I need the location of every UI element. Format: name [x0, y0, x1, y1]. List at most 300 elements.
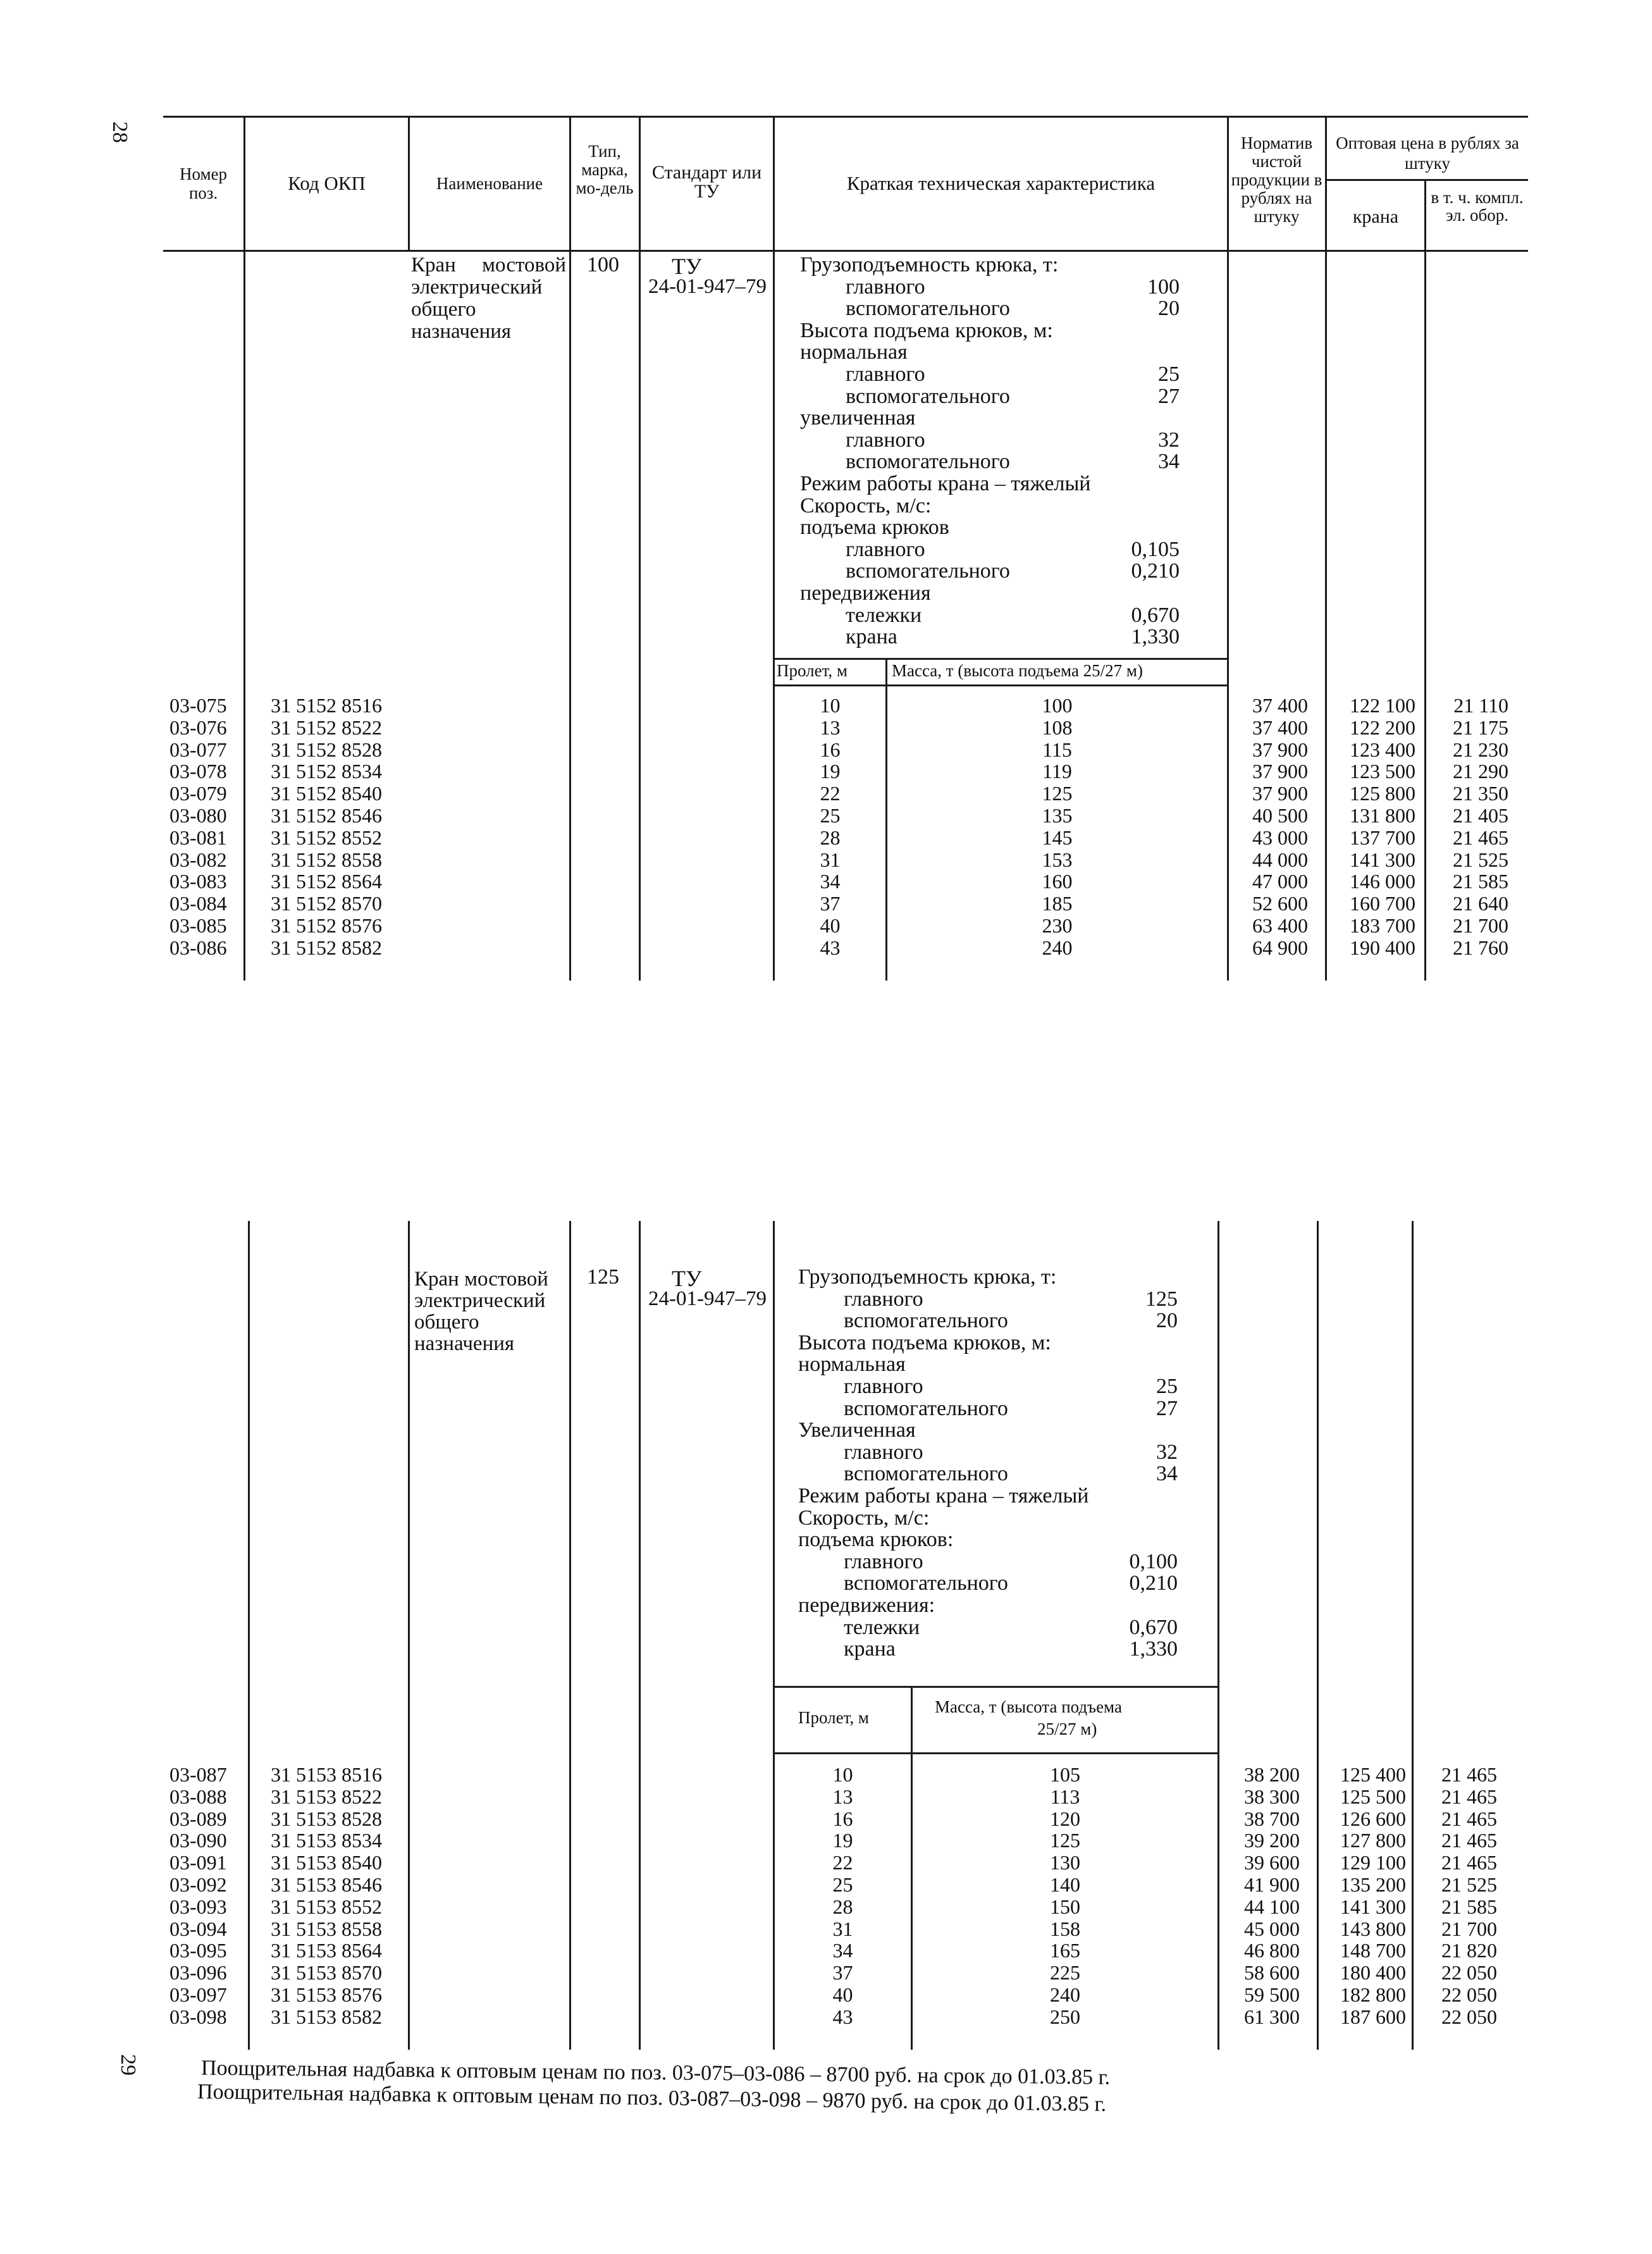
- cell-okp: 31 5152 8558: [271, 848, 382, 871]
- cell-mass: 240: [1042, 936, 1073, 959]
- cell-pos: 03-096: [170, 1961, 227, 1985]
- product-name-2: Кран мостовой электрический общего назначения: [414, 1268, 548, 1355]
- cell-mass: 230: [1042, 913, 1073, 937]
- spec-label: Грузоподъемность крюка, т:: [800, 253, 1059, 276]
- cell-incl: 21 465: [1441, 1807, 1497, 1830]
- cell-okp: 31 5153 8552: [271, 1895, 382, 1918]
- cell-pos: 03-097: [170, 1983, 227, 2006]
- spec-value: 34: [1156, 1462, 1178, 1486]
- cell-mass: 108: [1042, 715, 1073, 739]
- spec-row: [800, 276, 1205, 299]
- cell-okp: 31 5152 8540: [271, 782, 382, 805]
- cell-crane: 141 300: [1350, 848, 1415, 871]
- spec-label: подъема крюков:: [798, 1528, 954, 1552]
- cell-mass: 125: [1050, 1829, 1080, 1852]
- cell-pos: 03-086: [170, 936, 227, 959]
- cell-okp: 31 5152 8564: [271, 870, 382, 893]
- spec-value: 25: [1158, 362, 1180, 386]
- spec-row: [798, 1332, 1203, 1354]
- spec-row: [798, 1638, 1203, 1661]
- spec-value: 100: [1147, 275, 1180, 299]
- cell-norm: 52 600: [1252, 892, 1308, 915]
- cell-crane: 143 800: [1340, 1917, 1406, 1940]
- cell-pos: 03-083: [170, 870, 227, 893]
- spec-label: Скорость, м/с:: [800, 493, 932, 517]
- footnote-2: Поощрительная надбавка к оптовым ценам по поз. 03-087–03-098 – 9870 руб. на срок до 01.03.85 г.: [197, 2079, 1107, 2117]
- cell-pos: 03-080: [170, 803, 227, 827]
- cell-norm: 39 200: [1244, 1829, 1300, 1852]
- spec-row: [798, 1485, 1203, 1508]
- spec-value: 27: [1158, 384, 1180, 408]
- cell-norm: 45 000: [1244, 1917, 1300, 1940]
- cell-span: 28: [820, 826, 841, 849]
- cell-norm: 61 300: [1244, 2005, 1300, 2028]
- spec-row: [800, 605, 1205, 627]
- cell-span: 25: [832, 1873, 853, 1896]
- spec-row: [798, 1595, 1203, 1617]
- header-okp: Код ОКП: [288, 172, 366, 194]
- cell-incl: 22 050: [1441, 1983, 1497, 2006]
- cell-incl: 21 585: [1453, 870, 1508, 893]
- cell-norm: 64 900: [1252, 936, 1308, 959]
- standard-2-line2: 24-01-947–79: [648, 1287, 767, 1310]
- spec-row: [798, 1573, 1203, 1595]
- cell-okp: 31 5153 8570: [271, 1961, 382, 1985]
- spec-value: 0,100: [1129, 1549, 1178, 1573]
- spec-label: главного: [844, 1287, 923, 1311]
- cell-crane: 187 600: [1340, 2005, 1406, 2028]
- cell-pos: 03-089: [170, 1807, 227, 1830]
- cell-pos: 03-098: [170, 2005, 227, 2028]
- cell-mass: 140: [1050, 1873, 1080, 1896]
- spec-row: [798, 1551, 1203, 1573]
- cell-pos: 03-095: [170, 1939, 227, 1962]
- cell-okp: 31 5152 8516: [271, 694, 382, 717]
- spec-row: [800, 430, 1205, 452]
- spec-label: крана: [844, 1637, 896, 1661]
- cell-norm: 38 200: [1244, 1763, 1300, 1786]
- cell-span: 25: [820, 803, 841, 827]
- cell-crane: 122 100: [1350, 694, 1415, 717]
- cell-pos: 03-078: [170, 760, 227, 783]
- spec-row: [798, 1442, 1203, 1464]
- header-spec: Краткая техническая характеристика: [846, 172, 1156, 194]
- cell-crane: 180 400: [1340, 1961, 1406, 1985]
- spec-row: [800, 364, 1205, 386]
- spec-value: 32: [1158, 428, 1180, 452]
- spec-row: [800, 539, 1205, 561]
- cell-crane: 131 800: [1350, 803, 1415, 827]
- spec-label: Скорость, м/с:: [798, 1506, 930, 1530]
- cell-norm: 37 900: [1252, 782, 1308, 805]
- spec-row: [800, 298, 1205, 320]
- footnote-1: Поощрительная надбавка к оптовым ценам по поз. 03-075–03-086 – 8700 руб. на срок до 01.03.85 г.: [200, 2056, 1111, 2090]
- cell-pos: 03-082: [170, 848, 227, 871]
- cell-incl: 21 700: [1441, 1917, 1497, 1940]
- cell-mass: 120: [1050, 1807, 1080, 1830]
- spec-row: [798, 1266, 1203, 1289]
- cell-pos: 03-090: [170, 1829, 227, 1852]
- cell-okp: 31 5152 8534: [271, 760, 382, 783]
- cell-span: 16: [832, 1807, 853, 1830]
- cell-incl: 22 050: [1441, 2005, 1497, 2028]
- cell-pos: 03-092: [170, 1873, 227, 1896]
- cell-incl: 21 640: [1453, 892, 1508, 915]
- spec-label: главного: [846, 428, 925, 452]
- spec-value: 125: [1145, 1287, 1178, 1311]
- cell-mass: 113: [1050, 1785, 1080, 1808]
- cell-incl: 21 820: [1441, 1939, 1497, 1962]
- spec-row: [800, 407, 1205, 430]
- spec-row: [798, 1529, 1203, 1551]
- cell-crane: 148 700: [1340, 1939, 1406, 1962]
- col-span-2: [775, 1764, 911, 2028]
- spec-row: [800, 386, 1205, 408]
- spec-value: 0,670: [1131, 603, 1180, 627]
- col-pos-2: [170, 1764, 245, 2028]
- cell-okp: 31 5152 8570: [271, 892, 382, 915]
- cell-crane: 183 700: [1350, 913, 1415, 937]
- cell-mass: 165: [1050, 1939, 1080, 1962]
- cell-mass: 100: [1042, 694, 1073, 717]
- cell-crane: 160 700: [1350, 892, 1415, 915]
- cell-okp: 31 5152 8576: [271, 913, 382, 937]
- col-crane-2: [1319, 1764, 1406, 2028]
- cell-crane: 135 200: [1340, 1873, 1406, 1896]
- cell-span: 34: [820, 870, 841, 893]
- spec-value: 0,670: [1129, 1615, 1178, 1639]
- cell-span: 37: [832, 1961, 853, 1985]
- cell-mass: 119: [1042, 760, 1072, 783]
- header-name: Наименование: [436, 174, 543, 193]
- spec-row: [800, 320, 1205, 342]
- header-crane: крана: [1352, 206, 1399, 227]
- cell-mass: 130: [1050, 1851, 1080, 1874]
- page-number-top: 28: [108, 121, 132, 143]
- cell-span: 28: [832, 1895, 853, 1918]
- product-name-1: Кран мостовой электрический общего назначения: [411, 254, 566, 343]
- cell-crane: 125 500: [1340, 1785, 1406, 1808]
- spec-label: подъема крюков: [800, 516, 949, 540]
- cell-norm: 37 900: [1252, 760, 1308, 783]
- spec-label: нормальная: [800, 340, 908, 364]
- cell-mass: 225: [1050, 1961, 1080, 1985]
- cell-span: 19: [832, 1829, 853, 1852]
- page-number-bottom: 29: [116, 2054, 140, 2076]
- header-pos: Номер поз.: [179, 164, 228, 202]
- cell-norm: 47 000: [1252, 870, 1308, 893]
- cell-okp: 31 5153 8522: [271, 1785, 382, 1808]
- cell-okp: 31 5153 8582: [271, 2005, 382, 2028]
- cell-okp: 31 5152 8582: [271, 936, 382, 959]
- cell-mass: 125: [1042, 782, 1073, 805]
- cell-span: 43: [820, 936, 841, 959]
- cell-span: 40: [832, 1983, 853, 2006]
- cell-okp: 31 5153 8540: [271, 1851, 382, 1874]
- cell-crane: 146 000: [1350, 870, 1415, 893]
- cell-pos: 03-077: [170, 738, 227, 761]
- cell-crane: 129 100: [1340, 1851, 1406, 1874]
- header-standard: Стандарт или ТУ: [651, 162, 762, 202]
- spec-row: [798, 1354, 1203, 1376]
- spec-label: главного: [846, 275, 925, 299]
- cell-pos: 03-088: [170, 1785, 227, 1808]
- cell-pos: 03-079: [170, 782, 227, 805]
- cell-mass: 158: [1050, 1917, 1080, 1940]
- standard-1-line2: 24-01-947–79: [648, 275, 767, 298]
- product-type-2: 125: [587, 1265, 619, 1289]
- spec-row: [798, 1617, 1203, 1639]
- spec-row: [798, 1310, 1203, 1332]
- spec-label: крана: [846, 625, 897, 649]
- cell-crane: 127 800: [1340, 1829, 1406, 1852]
- cell-okp: 31 5152 8528: [271, 738, 382, 761]
- cell-incl: 21 465: [1441, 1785, 1497, 1808]
- spec-row: [800, 626, 1205, 648]
- cell-norm: 37 900: [1252, 738, 1308, 761]
- spec-row: [798, 1420, 1203, 1442]
- cell-norm: 44 000: [1252, 848, 1308, 871]
- spec-label: Режим работы крана – тяжелый: [798, 1483, 1089, 1508]
- spec-label: главного: [844, 1549, 923, 1573]
- cell-norm: 39 600: [1244, 1851, 1300, 1874]
- cell-incl: 21 405: [1453, 803, 1508, 827]
- cell-incl: 21 290: [1453, 760, 1508, 783]
- spec-value: 0,210: [1131, 559, 1180, 583]
- cell-crane: 126 600: [1340, 1807, 1406, 1830]
- spec-list-1: [800, 254, 1205, 648]
- col-incl-1: [1426, 695, 1508, 959]
- cell-span: 34: [832, 1939, 853, 1962]
- cell-norm: 46 800: [1244, 1939, 1300, 1962]
- header-incl: в т. ч. компл. эл. обор.: [1431, 188, 1524, 225]
- spec-value: 1,330: [1129, 1637, 1178, 1661]
- spec-label: Увеличенная: [798, 1418, 916, 1442]
- spec-label: вспомогательного: [844, 1396, 1008, 1420]
- cell-mass: 150: [1050, 1895, 1080, 1918]
- cell-pos: 03-087: [170, 1763, 227, 1786]
- cell-incl: 21 700: [1453, 913, 1508, 937]
- sub-header-mass-2a: Масса, т (высота подъема: [935, 1697, 1122, 1716]
- cell-mass: 145: [1042, 826, 1073, 849]
- col-crane-1: [1327, 695, 1415, 959]
- cell-okp: 31 5152 8546: [271, 803, 382, 827]
- spec-label: нормальная: [798, 1353, 906, 1377]
- cell-span: 16: [820, 738, 841, 761]
- cell-span: 40: [820, 913, 841, 937]
- col-mass-1: [887, 695, 1227, 959]
- cell-norm: 40 500: [1252, 803, 1308, 827]
- spec-label: главного: [844, 1440, 923, 1464]
- cell-incl: 21 465: [1453, 826, 1508, 849]
- col-mass-2: [913, 1764, 1217, 2028]
- spec-label: вспомогательного: [846, 384, 1010, 408]
- cell-norm: 37 400: [1252, 694, 1308, 717]
- cell-okp: 31 5153 8576: [271, 1983, 382, 2006]
- col-norm-1: [1229, 695, 1308, 959]
- cell-norm: 43 000: [1252, 826, 1308, 849]
- spec-row: [800, 473, 1205, 495]
- cell-crane: 122 200: [1350, 715, 1415, 739]
- cell-mass: 185: [1042, 892, 1073, 915]
- spec-row: [798, 1508, 1203, 1530]
- spec-label: Режим работы крана – тяжелый: [800, 471, 1091, 495]
- cell-span: 31: [820, 848, 841, 871]
- standard-1-line1: ТУ: [672, 254, 702, 279]
- col-span-1: [775, 695, 885, 959]
- cell-incl: 21 230: [1453, 738, 1508, 761]
- cell-pos: 03-084: [170, 892, 227, 915]
- cell-span: 13: [820, 715, 841, 739]
- cell-mass: 153: [1042, 848, 1073, 871]
- col-okp-2: [271, 1764, 404, 2028]
- cell-incl: 21 525: [1453, 848, 1508, 871]
- cell-span: 37: [820, 892, 841, 915]
- cell-span: 13: [832, 1785, 853, 1808]
- cell-crane: 123 500: [1350, 760, 1415, 783]
- cell-pos: 03-075: [170, 694, 227, 717]
- spec-row: [800, 560, 1205, 583]
- spec-row: [800, 583, 1205, 605]
- spec-value: 34: [1158, 450, 1180, 474]
- cell-incl: 21 585: [1441, 1895, 1497, 1918]
- standard-2-line1: ТУ: [672, 1266, 702, 1291]
- spec-row: [798, 1463, 1203, 1485]
- spec-label: тележки: [844, 1615, 920, 1639]
- spec-label: Высота подъема крюков, м:: [798, 1330, 1051, 1354]
- cell-crane: 137 700: [1350, 826, 1415, 849]
- spec-value: 20: [1158, 297, 1180, 321]
- cell-norm: 58 600: [1244, 1961, 1300, 1985]
- cell-norm: 41 900: [1244, 1873, 1300, 1896]
- spec-value: 32: [1156, 1440, 1178, 1464]
- header-price: Оптовая цена в рублях за штуку: [1336, 133, 1519, 173]
- cell-crane: 190 400: [1350, 936, 1415, 959]
- spec-value: 0,210: [1129, 1571, 1178, 1595]
- cell-norm: 38 700: [1244, 1807, 1300, 1830]
- cell-pos: 03-094: [170, 1917, 227, 1940]
- cell-incl: 21 465: [1441, 1829, 1497, 1852]
- cell-span: 19: [820, 760, 841, 783]
- cell-incl: 21 525: [1441, 1873, 1497, 1896]
- spec-row: [798, 1376, 1203, 1398]
- cell-span: 10: [820, 694, 841, 717]
- cell-span: 31: [832, 1917, 853, 1940]
- spec-value: 20: [1156, 1309, 1178, 1333]
- cell-norm: 38 300: [1244, 1785, 1300, 1808]
- cell-crane: 141 300: [1340, 1895, 1406, 1918]
- header-norm: Норматив чистой продукции в рублях на штуку: [1231, 133, 1322, 226]
- cell-span: 22: [820, 782, 841, 805]
- cell-norm: 37 400: [1252, 715, 1308, 739]
- spec-value: 1,330: [1131, 625, 1180, 649]
- cell-okp: 31 5152 8552: [271, 826, 382, 849]
- cell-crane: 123 400: [1350, 738, 1415, 761]
- spec-label: вспомогательного: [844, 1309, 1008, 1333]
- cell-norm: 59 500: [1244, 1983, 1300, 2006]
- spec-label: вспомогательного: [846, 450, 1010, 474]
- cell-mass: 135: [1042, 803, 1073, 827]
- spec-row: [798, 1289, 1203, 1311]
- cell-crane: 125 400: [1340, 1763, 1406, 1786]
- spec-label: главного: [846, 537, 925, 561]
- cell-okp: 31 5153 8528: [271, 1807, 382, 1830]
- spec-label: увеличенная: [800, 406, 916, 430]
- col-norm-2: [1221, 1764, 1300, 2028]
- spec-label: передвижения: [800, 581, 931, 605]
- spec-row: [800, 517, 1205, 539]
- cell-pos: 03-076: [170, 715, 227, 739]
- cell-incl: 21 350: [1453, 782, 1508, 805]
- cell-crane: 182 800: [1340, 1983, 1406, 2006]
- spec-value: 0,105: [1131, 537, 1180, 561]
- cell-okp: 31 5153 8564: [271, 1939, 382, 1962]
- cell-pos: 03-085: [170, 913, 227, 937]
- cell-okp: 31 5152 8522: [271, 715, 382, 739]
- spec-label: вспомогательного: [844, 1462, 1008, 1486]
- product-type-1: 100: [587, 253, 619, 276]
- cell-crane: 125 800: [1350, 782, 1415, 805]
- cell-incl: 21 175: [1453, 715, 1508, 739]
- cell-pos: 03-091: [170, 1851, 227, 1874]
- sub-header-mass-1: Масса, т (высота подъема 25/27 м): [892, 661, 1143, 680]
- spec-row: [800, 451, 1205, 473]
- spec-row: [800, 495, 1205, 517]
- col-okp-1: [271, 695, 404, 959]
- cell-incl: 21 110: [1453, 694, 1508, 717]
- sub-header-span-1: Пролет, м: [777, 661, 848, 680]
- spec-label: Грузоподъемность крюка, т:: [798, 1265, 1057, 1289]
- cell-okp: 31 5153 8558: [271, 1917, 382, 1940]
- col-pos-1: [170, 695, 242, 959]
- cell-mass: 105: [1050, 1763, 1080, 1786]
- spec-label: тележки: [846, 603, 922, 627]
- spec-label: вспомогательного: [844, 1571, 1008, 1595]
- cell-span: 22: [832, 1851, 853, 1874]
- spec-label: Высота подъема крюков, м:: [800, 318, 1053, 342]
- cell-span: 10: [832, 1763, 853, 1786]
- spec-value: 27: [1156, 1396, 1178, 1420]
- spec-list-2: [798, 1266, 1203, 1661]
- spec-label: передвижения:: [798, 1593, 935, 1617]
- cell-incl: 22 050: [1441, 1961, 1497, 1985]
- cell-mass: 240: [1050, 1983, 1080, 2006]
- cell-norm: 63 400: [1252, 913, 1308, 937]
- spec-label: главного: [846, 362, 925, 386]
- spec-label: главного: [844, 1374, 923, 1398]
- spec-row: [798, 1398, 1203, 1420]
- sub-header-mass-2b: 25/27 м): [1037, 1719, 1097, 1738]
- spec-row: [800, 254, 1205, 276]
- cell-incl: 21 465: [1441, 1763, 1497, 1786]
- cell-mass: 160: [1042, 870, 1073, 893]
- sub-header-span-2: Пролет, м: [798, 1708, 869, 1727]
- cell-span: 43: [832, 2005, 853, 2028]
- header-type: Тип, марка, мо-дель: [576, 142, 634, 197]
- cell-okp: 31 5153 8534: [271, 1829, 382, 1852]
- cell-pos: 03-093: [170, 1895, 227, 1918]
- spec-value: 25: [1156, 1374, 1178, 1398]
- col-incl-2: [1414, 1764, 1497, 2028]
- cell-incl: 21 760: [1453, 936, 1508, 959]
- cell-mass: 250: [1050, 2005, 1080, 2028]
- spec-row: [800, 342, 1205, 364]
- spec-label: вспомогательного: [846, 297, 1010, 321]
- cell-okp: 31 5153 8516: [271, 1763, 382, 1786]
- spec-label: вспомогательного: [846, 559, 1010, 583]
- cell-pos: 03-081: [170, 826, 227, 849]
- cell-norm: 44 100: [1244, 1895, 1300, 1918]
